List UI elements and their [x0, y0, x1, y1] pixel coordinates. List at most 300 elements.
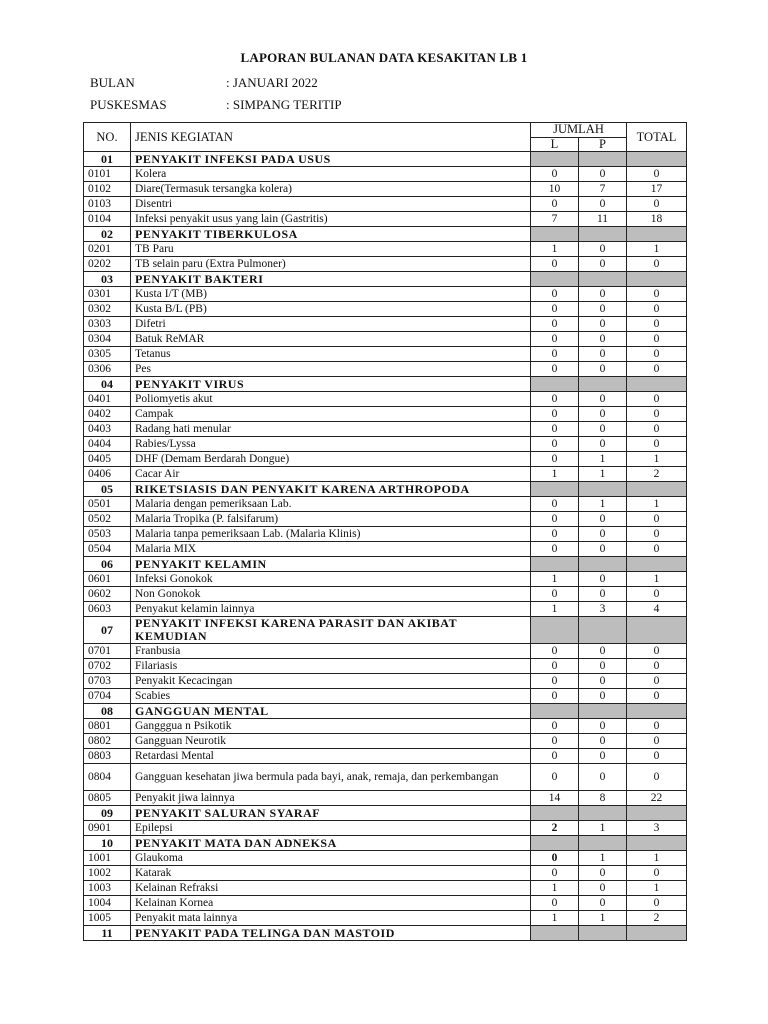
- row-code: 0502: [84, 512, 131, 527]
- row-p: 0: [579, 242, 627, 257]
- section-blank: [531, 836, 579, 851]
- row-p: 0: [579, 437, 627, 452]
- row-p: 0: [579, 719, 627, 734]
- row-name: Cacar Air: [131, 467, 531, 482]
- row-name: Penyakut kelamin lainnya: [131, 602, 531, 617]
- row-total: 0: [627, 512, 687, 527]
- row-l: 2: [531, 821, 579, 836]
- row-p: 1: [579, 911, 627, 926]
- row-p: 0: [579, 866, 627, 881]
- row-code: 1003: [84, 881, 131, 896]
- row-total: 0: [627, 362, 687, 377]
- row-code: 0704: [84, 689, 131, 704]
- table-row: [84, 197, 687, 212]
- section-blank: [579, 152, 627, 167]
- section-code: 08: [84, 704, 131, 719]
- row-name: Infeksi Gonokok: [131, 572, 531, 587]
- row-code: 0202: [84, 257, 131, 272]
- row-l: 0: [531, 719, 579, 734]
- table-row: [84, 347, 687, 362]
- section-name: PENYAKIT PADA TELINGA DAN MASTOID: [131, 926, 531, 941]
- row-name: Kelainan Kornea: [131, 896, 531, 911]
- row-l: 0: [531, 287, 579, 302]
- row-code: 0504: [84, 542, 131, 557]
- row-p: 7: [579, 182, 627, 197]
- section-blank: [627, 806, 687, 821]
- row-l: 0: [531, 197, 579, 212]
- row-code: 0804: [84, 764, 131, 791]
- section-row: [84, 617, 687, 644]
- row-p: 0: [579, 527, 627, 542]
- row-name: Difetri: [131, 317, 531, 332]
- row-l: 0: [531, 896, 579, 911]
- row-l: 0: [531, 332, 579, 347]
- section-blank: [579, 836, 627, 851]
- section-blank: [627, 617, 687, 644]
- row-name: Radang hati menular: [131, 422, 531, 437]
- row-name: TB Paru: [131, 242, 531, 257]
- section-row: [84, 152, 687, 167]
- table-row: [84, 422, 687, 437]
- row-code: 0104: [84, 212, 131, 227]
- table-row: [84, 602, 687, 617]
- section-name: PENYAKIT BAKTERI: [131, 272, 531, 287]
- header-jumlah: JUMLAH: [531, 123, 627, 138]
- table-body: [84, 152, 687, 941]
- table-row: [84, 317, 687, 332]
- row-code: 0405: [84, 452, 131, 467]
- row-code: 0301: [84, 287, 131, 302]
- table-row: [84, 821, 687, 836]
- row-p: 1: [579, 497, 627, 512]
- section-blank: [531, 926, 579, 941]
- table-row: [84, 512, 687, 527]
- section-name: PENYAKIT SALURAN SYARAF: [131, 806, 531, 821]
- row-name: Malaria dengan pemeriksaan Lab.: [131, 497, 531, 512]
- row-p: 0: [579, 287, 627, 302]
- row-l: 7: [531, 212, 579, 227]
- section-blank: [531, 272, 579, 287]
- row-p: 0: [579, 302, 627, 317]
- meta-label: PUSKESMAS: [90, 97, 167, 112]
- row-code: 0101: [84, 167, 131, 182]
- row-code: 1002: [84, 866, 131, 881]
- table-row: [84, 392, 687, 407]
- row-total: 1: [627, 242, 687, 257]
- row-total: 0: [627, 719, 687, 734]
- table-row: [84, 791, 687, 806]
- row-total: 0: [627, 527, 687, 542]
- row-l: 0: [531, 764, 579, 791]
- morbidity-table: [83, 122, 687, 941]
- row-total: 0: [627, 302, 687, 317]
- section-blank: [579, 617, 627, 644]
- section-row: [84, 482, 687, 497]
- row-l: 10: [531, 182, 579, 197]
- table-row: [84, 659, 687, 674]
- row-code: 1001: [84, 851, 131, 866]
- row-name: Kusta B/L (PB): [131, 302, 531, 317]
- section-row: [84, 704, 687, 719]
- section-blank: [531, 806, 579, 821]
- row-total: 1: [627, 572, 687, 587]
- table-row: [84, 764, 687, 791]
- table-row: [84, 437, 687, 452]
- row-code: 0802: [84, 734, 131, 749]
- table-row: [84, 572, 687, 587]
- section-blank: [531, 482, 579, 497]
- section-name: PENYAKIT MATA DAN ADNEKSA: [131, 836, 531, 851]
- row-p: 0: [579, 674, 627, 689]
- table-row: [84, 896, 687, 911]
- header-no: NO.: [84, 123, 131, 152]
- section-blank: [579, 482, 627, 497]
- header-jenis: JENIS KEGIATAN: [131, 123, 531, 152]
- section-blank: [627, 377, 687, 392]
- row-total: 0: [627, 896, 687, 911]
- row-name: Campak: [131, 407, 531, 422]
- row-code: 0603: [84, 602, 131, 617]
- row-total: 0: [627, 407, 687, 422]
- section-blank: [579, 377, 627, 392]
- section-row: [84, 377, 687, 392]
- row-total: 0: [627, 167, 687, 182]
- row-p: 0: [579, 257, 627, 272]
- row-total: 0: [627, 644, 687, 659]
- row-total: 0: [627, 197, 687, 212]
- row-code: 0402: [84, 407, 131, 422]
- row-l: 0: [531, 659, 579, 674]
- meta-value: : JANUARI 2022: [226, 75, 318, 90]
- row-name: Disentri: [131, 197, 531, 212]
- row-total: 22: [627, 791, 687, 806]
- row-l: 0: [531, 851, 579, 866]
- row-p: 0: [579, 749, 627, 764]
- meta-value: : SIMPANG TERITIP: [226, 97, 342, 112]
- table-row: [84, 866, 687, 881]
- row-total: 4: [627, 602, 687, 617]
- row-total: 0: [627, 257, 687, 272]
- section-blank: [579, 806, 627, 821]
- section-blank: [627, 227, 687, 242]
- row-total: 0: [627, 332, 687, 347]
- row-p: 1: [579, 851, 627, 866]
- row-code: 0805: [84, 791, 131, 806]
- section-blank: [627, 272, 687, 287]
- row-total: 0: [627, 866, 687, 881]
- section-row: [84, 836, 687, 851]
- row-p: 1: [579, 467, 627, 482]
- row-name: Retardasi Mental: [131, 749, 531, 764]
- row-p: 0: [579, 512, 627, 527]
- section-code: 04: [84, 377, 131, 392]
- row-name: Malaria tanpa pemeriksaan Lab. (Malaria Klinis): [131, 527, 531, 542]
- row-total: 2: [627, 911, 687, 926]
- row-l: 0: [531, 362, 579, 377]
- section-code: 01: [84, 152, 131, 167]
- row-code: 0703: [84, 674, 131, 689]
- table-row: [84, 287, 687, 302]
- section-code: 02: [84, 227, 131, 242]
- row-code: 1004: [84, 896, 131, 911]
- row-p: 0: [579, 422, 627, 437]
- table-row: [84, 644, 687, 659]
- row-p: 0: [579, 317, 627, 332]
- row-total: 17: [627, 182, 687, 197]
- table-row: [84, 302, 687, 317]
- table-row: [84, 542, 687, 557]
- table-row: [84, 497, 687, 512]
- section-code: 03: [84, 272, 131, 287]
- row-l: 0: [531, 392, 579, 407]
- table-row: [84, 212, 687, 227]
- row-name: Penyakit jiwa lainnya: [131, 791, 531, 806]
- row-name: Diare(Termasuk tersangka kolera): [131, 182, 531, 197]
- table-row: [84, 587, 687, 602]
- section-name: PENYAKIT INFEKSI PADA USUS: [131, 152, 531, 167]
- header-total: TOTAL: [627, 123, 687, 152]
- row-p: 0: [579, 542, 627, 557]
- row-name: Gangggua n Psikotik: [131, 719, 531, 734]
- row-total: 0: [627, 392, 687, 407]
- table-row: [84, 167, 687, 182]
- row-name: Kusta I/T (MB): [131, 287, 531, 302]
- row-p: 0: [579, 362, 627, 377]
- section-code: 05: [84, 482, 131, 497]
- row-code: 0901: [84, 821, 131, 836]
- section-blank: [627, 926, 687, 941]
- section-blank: [579, 704, 627, 719]
- row-p: 1: [579, 821, 627, 836]
- row-p: 0: [579, 689, 627, 704]
- row-p: 0: [579, 197, 627, 212]
- row-l: 0: [531, 167, 579, 182]
- row-code: 0304: [84, 332, 131, 347]
- row-total: 1: [627, 881, 687, 896]
- row-l: 0: [531, 512, 579, 527]
- section-blank: [531, 227, 579, 242]
- row-total: 0: [627, 689, 687, 704]
- section-blank: [579, 557, 627, 572]
- header-l: L: [531, 137, 579, 152]
- table-row: [84, 407, 687, 422]
- row-name: Glaukoma: [131, 851, 531, 866]
- row-p: 0: [579, 881, 627, 896]
- section-row: [84, 272, 687, 287]
- row-name: Poliomyetis akut: [131, 392, 531, 407]
- row-name: Tetanus: [131, 347, 531, 362]
- row-code: 0404: [84, 437, 131, 452]
- row-l: 14: [531, 791, 579, 806]
- row-total: 0: [627, 287, 687, 302]
- meta-bulan: [90, 75, 318, 91]
- section-blank: [531, 152, 579, 167]
- row-code: 0201: [84, 242, 131, 257]
- row-name: TB selain paru (Extra Pulmoner): [131, 257, 531, 272]
- row-p: 3: [579, 602, 627, 617]
- table-row: [84, 242, 687, 257]
- section-blank: [627, 152, 687, 167]
- row-code: 0702: [84, 659, 131, 674]
- row-total: 0: [627, 659, 687, 674]
- row-l: 0: [531, 452, 579, 467]
- row-name: Non Gonokok: [131, 587, 531, 602]
- row-l: 1: [531, 602, 579, 617]
- table-row: [84, 911, 687, 926]
- row-total: 0: [627, 317, 687, 332]
- row-l: 0: [531, 302, 579, 317]
- table-row: [84, 452, 687, 467]
- row-name: Katarak: [131, 866, 531, 881]
- section-blank: [531, 617, 579, 644]
- row-l: 0: [531, 347, 579, 362]
- meta-label: BULAN: [90, 75, 135, 90]
- row-l: 0: [531, 257, 579, 272]
- row-p: 0: [579, 644, 627, 659]
- row-name: Franbusia: [131, 644, 531, 659]
- row-l: 0: [531, 407, 579, 422]
- table-row: [84, 851, 687, 866]
- row-name: Pes: [131, 362, 531, 377]
- row-l: 1: [531, 911, 579, 926]
- row-code: 0102: [84, 182, 131, 197]
- row-name: Rabies/Lyssa: [131, 437, 531, 452]
- section-blank: [531, 377, 579, 392]
- row-code: 0305: [84, 347, 131, 362]
- table-row: [84, 362, 687, 377]
- row-name: Malaria Tropika (P. falsifarum): [131, 512, 531, 527]
- row-total: 1: [627, 497, 687, 512]
- row-p: 0: [579, 167, 627, 182]
- row-code: 0303: [84, 317, 131, 332]
- row-p: 0: [579, 659, 627, 674]
- table-row: [84, 257, 687, 272]
- row-name: Penyakit Kecacingan: [131, 674, 531, 689]
- row-code: 0803: [84, 749, 131, 764]
- section-code: 10: [84, 836, 131, 851]
- section-blank: [579, 926, 627, 941]
- section-name: GANGGUAN MENTAL: [131, 704, 531, 719]
- section-name: PENYAKIT VIRUS: [131, 377, 531, 392]
- row-name: Malaria MIX: [131, 542, 531, 557]
- row-p: 11: [579, 212, 627, 227]
- table-row: [84, 467, 687, 482]
- row-l: 0: [531, 689, 579, 704]
- section-name: PENYAKIT INFEKSI KARENA PARASIT DAN AKIBAT KEMUDIAN: [131, 617, 531, 644]
- row-name: Gangguan Neurotik: [131, 734, 531, 749]
- row-p: 0: [579, 407, 627, 422]
- section-code: 09: [84, 806, 131, 821]
- row-total: 0: [627, 674, 687, 689]
- row-p: 0: [579, 347, 627, 362]
- report-title: LAPORAN BULANAN DATA KESAKITAN LB 1: [240, 50, 528, 65]
- row-name: Scabies: [131, 689, 531, 704]
- section-row: [84, 926, 687, 941]
- row-total: 0: [627, 749, 687, 764]
- row-l: 0: [531, 674, 579, 689]
- row-total: 2: [627, 467, 687, 482]
- row-code: 0501: [84, 497, 131, 512]
- row-code: 0403: [84, 422, 131, 437]
- row-p: 0: [579, 734, 627, 749]
- row-code: 0701: [84, 644, 131, 659]
- row-name: DHF (Demam Berdarah Dongue): [131, 452, 531, 467]
- section-blank: [531, 704, 579, 719]
- row-l: 0: [531, 866, 579, 881]
- row-total: 1: [627, 452, 687, 467]
- row-name: Infeksi penyakit usus yang lain (Gastritis): [131, 212, 531, 227]
- row-name: Penyakit mata lainnya: [131, 911, 531, 926]
- row-total: 0: [627, 422, 687, 437]
- row-name: Kolera: [131, 167, 531, 182]
- row-code: 0306: [84, 362, 131, 377]
- row-l: 0: [531, 437, 579, 452]
- table-row: [84, 182, 687, 197]
- table-row: [84, 734, 687, 749]
- table-row: [84, 719, 687, 734]
- section-blank: [627, 704, 687, 719]
- meta-puskesmas: [90, 97, 342, 113]
- row-code: 0503: [84, 527, 131, 542]
- section-row: [84, 806, 687, 821]
- row-total: 18: [627, 212, 687, 227]
- section-blank: [579, 227, 627, 242]
- row-p: 0: [579, 572, 627, 587]
- row-code: 0401: [84, 392, 131, 407]
- row-name: Gangguan kesehatan jiwa bermula pada bayi, anak, remaja, dan perkembangan: [131, 764, 531, 791]
- row-p: 1: [579, 452, 627, 467]
- row-name: Kelainan Refraksi: [131, 881, 531, 896]
- row-p: 0: [579, 587, 627, 602]
- row-p: 0: [579, 896, 627, 911]
- row-total: 1: [627, 851, 687, 866]
- table-row: [84, 332, 687, 347]
- section-blank: [531, 557, 579, 572]
- row-p: 0: [579, 764, 627, 791]
- row-total: 0: [627, 437, 687, 452]
- row-code: 0406: [84, 467, 131, 482]
- table-row: [84, 689, 687, 704]
- row-total: 0: [627, 734, 687, 749]
- section-row: [84, 227, 687, 242]
- row-total: 3: [627, 821, 687, 836]
- row-l: 0: [531, 422, 579, 437]
- row-p: 0: [579, 392, 627, 407]
- row-l: 0: [531, 317, 579, 332]
- section-row: [84, 557, 687, 572]
- row-l: 0: [531, 749, 579, 764]
- section-blank: [579, 272, 627, 287]
- table-row: [84, 881, 687, 896]
- section-name: RIKETSIASIS DAN PENYAKIT KARENA ARTHROPODA: [131, 482, 531, 497]
- row-l: 0: [531, 644, 579, 659]
- row-code: 0103: [84, 197, 131, 212]
- row-code: 0601: [84, 572, 131, 587]
- row-name: Filariasis: [131, 659, 531, 674]
- row-total: 0: [627, 542, 687, 557]
- row-code: 1005: [84, 911, 131, 926]
- section-code: 06: [84, 557, 131, 572]
- row-code: 0602: [84, 587, 131, 602]
- row-p: 8: [579, 791, 627, 806]
- row-name: Batuk ReMAR: [131, 332, 531, 347]
- row-name: Epilepsi: [131, 821, 531, 836]
- section-blank: [627, 836, 687, 851]
- section-code: 07: [84, 617, 131, 644]
- row-l: 1: [531, 242, 579, 257]
- table-row: [84, 674, 687, 689]
- row-l: 0: [531, 497, 579, 512]
